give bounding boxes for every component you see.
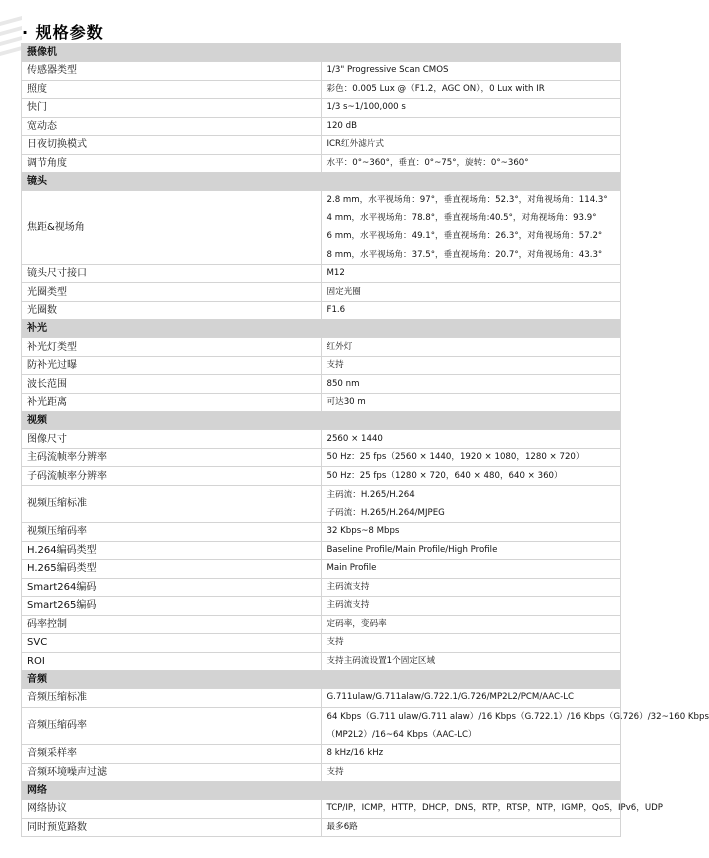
- section-title: 补光: [22, 320, 621, 338]
- spec-label: Smart264编码: [22, 578, 322, 597]
- spec-value-line: 支持: [326, 637, 344, 648]
- spec-label: 防补光过曝: [22, 356, 322, 375]
- spec-row: [22, 62, 621, 81]
- spec-value-line: 850 nm: [326, 378, 360, 389]
- spec-value: [321, 117, 621, 136]
- spec-row: [22, 393, 621, 412]
- spec-value: [321, 430, 621, 449]
- spec-value-line: 50 Hz：25 fps（1280 × 720，640 × 480，640 × 360）: [326, 470, 563, 481]
- spec-label: 音频压缩标准: [22, 689, 322, 708]
- spec-value: [321, 356, 621, 375]
- spec-row: [22, 523, 621, 542]
- spec-value-line: 8 mm，水平视场角：37.5°，垂直视场角：20.7°，对角视场角：43.3°: [326, 249, 603, 260]
- spec-value: [321, 338, 621, 357]
- section-header: [22, 44, 621, 62]
- spec-value-line: 主码流支持: [326, 600, 370, 611]
- spec-label: 日夜切换模式: [22, 136, 322, 155]
- spec-value-line: 定码率，变码率: [326, 618, 387, 629]
- spec-row: [22, 154, 621, 173]
- spec-value-line: 6 mm，水平视场角：49.1°，垂直视场角：26.3°，对角视场角：57.2°: [326, 231, 603, 242]
- spec-value: [321, 560, 621, 579]
- spec-label: 子码流帧率分辨率: [22, 467, 322, 486]
- spec-value: [321, 448, 621, 467]
- spec-label: 网络协议: [22, 800, 322, 819]
- spec-row: [22, 597, 621, 616]
- spec-row: [22, 375, 621, 394]
- spec-value-line: 红外灯: [326, 341, 353, 352]
- spec-value: [321, 136, 621, 155]
- spec-value: [321, 763, 621, 782]
- spec-value-line: 2560 × 1440: [326, 433, 383, 444]
- spec-value-line: 4 mm，水平视场角：78.8°，垂直视场角:40.5°，对角视场角：93.9°: [326, 213, 597, 224]
- spec-label: SVC: [22, 634, 322, 653]
- section-header: [22, 320, 621, 338]
- spec-row: [22, 763, 621, 782]
- spec-label: H.264编码类型: [22, 541, 322, 560]
- spec-table: [21, 43, 709, 837]
- spec-row: [22, 652, 621, 671]
- spec-row: [22, 80, 621, 99]
- spec-value-line: 主码流支持: [326, 581, 370, 592]
- spec-label: 宽动态: [22, 117, 322, 136]
- spec-value: [321, 264, 621, 283]
- spec-value: [321, 818, 621, 837]
- spec-value-line: 主码流：H.265/H.264: [326, 489, 415, 500]
- spec-row: [22, 560, 621, 579]
- spec-value-line: 2.8 mm，水平视场角：97°，垂直视场角：52.3°，对角视场角：114.3°: [326, 195, 608, 205]
- spec-label: ROI: [22, 652, 322, 671]
- spec-row: [22, 689, 621, 708]
- spec-row: [22, 338, 621, 357]
- section-header: [22, 173, 621, 191]
- spec-label: H.265编码类型: [22, 560, 322, 579]
- spec-value-line: 固定光圈: [326, 286, 361, 297]
- spec-value: [321, 154, 621, 173]
- spec-value: [321, 689, 621, 708]
- spec-value-line: 32 Kbps~8 Mbps: [326, 526, 400, 537]
- spec-value-line: Main Profile: [326, 563, 377, 574]
- spec-value-line: 可达30 m: [326, 397, 366, 407]
- spec-label: 快门: [22, 99, 322, 118]
- spec-row: [22, 356, 621, 375]
- spec-value-line: Baseline Profile/Main Profile/High Profile: [326, 544, 498, 555]
- spec-value: [321, 634, 621, 653]
- spec-row: [22, 467, 621, 486]
- spec-row: [22, 117, 621, 136]
- spec-label: 同时预览路数: [22, 818, 322, 837]
- section-title: 摄像机: [22, 44, 621, 62]
- spec-value-line: 水平：0°~360°，垂直：0°~75°，旋转：0°~360°: [326, 157, 529, 168]
- spec-label: 补光距离: [22, 393, 322, 412]
- spec-value-line: 64 Kbps（G.711 ulaw/G.711 alaw）/16 Kbps（G.722.1）/16 Kbps（G.726）/32~160 Kbps: [326, 711, 709, 722]
- section-header: [22, 782, 621, 800]
- section-title: 网络: [22, 782, 621, 800]
- spec-value: [321, 745, 621, 764]
- spec-label: 补光灯类型: [22, 338, 322, 357]
- spec-label: Smart265编码: [22, 597, 322, 616]
- section-title: 视频: [22, 412, 621, 430]
- spec-value: [321, 283, 621, 302]
- spec-label: 照度: [22, 80, 322, 99]
- spec-label: 波长范围: [22, 375, 322, 394]
- spec-value-line: 1/3 s~1/100,000 s: [326, 102, 406, 113]
- spec-value-line: 支持主码流设置1个固定区域: [326, 655, 436, 666]
- spec-row: [22, 634, 621, 653]
- spec-label: 视频压缩标准: [22, 485, 322, 522]
- spec-value: [321, 652, 621, 671]
- spec-value-line: ICR红外滤片式: [326, 139, 384, 150]
- spec-row: [22, 800, 621, 819]
- decorative-stripes: [0, 16, 22, 64]
- spec-value: [321, 301, 621, 320]
- spec-row: [22, 99, 621, 118]
- spec-row: [22, 264, 621, 283]
- spec-row: [22, 301, 621, 320]
- spec-value-line: 子码流：H.265/H.264/MJPEG: [326, 507, 445, 518]
- spec-label: 镜头尺寸接口: [22, 264, 322, 283]
- spec-label: 音频环境噪声过滤: [22, 763, 322, 782]
- spec-value: [321, 80, 621, 99]
- spec-value: [321, 393, 621, 412]
- spec-value: [321, 62, 621, 81]
- spec-value-line: 8 kHz/16 kHz: [326, 748, 384, 759]
- section-title: 镜头: [22, 173, 621, 191]
- spec-row: [22, 745, 621, 764]
- page-title: · 规格参数: [22, 23, 104, 42]
- spec-value: [321, 707, 709, 744]
- spec-value: [321, 191, 621, 265]
- spec-value-line: 最多6路: [326, 821, 358, 832]
- spec-value-line: （MP2L2）/16~64 Kbps（AAC-LC）: [326, 729, 477, 740]
- spec-label: 音频压缩码率: [22, 707, 322, 744]
- spec-value: [321, 578, 621, 597]
- spec-value-line: 支持: [326, 360, 344, 370]
- spec-value: [321, 615, 621, 634]
- spec-row: [22, 283, 621, 302]
- spec-value: [321, 99, 621, 118]
- spec-value-line: 彩色：0.005 Lux @（F1.2，AGC ON），0 Lux with IR: [326, 83, 545, 94]
- spec-value-line: M12: [326, 268, 345, 278]
- section-header: [22, 412, 621, 430]
- spec-value: [321, 800, 663, 819]
- spec-label: 传感器类型: [22, 62, 322, 81]
- spec-value-line: 50 Hz：25 fps（2560 × 1440，1920 × 1080，1280 × 720）: [326, 452, 585, 462]
- spec-row: [22, 430, 621, 449]
- spec-row: [22, 818, 621, 837]
- spec-row: [22, 615, 621, 634]
- spec-label: 光圈数: [22, 301, 322, 320]
- spec-label: 图像尺寸: [22, 430, 322, 449]
- spec-row: [22, 136, 621, 155]
- spec-row: [22, 541, 621, 560]
- spec-label: 调节角度: [22, 154, 322, 173]
- spec-label: 音频采样率: [22, 745, 322, 764]
- spec-row: [22, 191, 621, 265]
- spec-value-line: G.711ulaw/G.711alaw/G.722.1/G.726/MP2L2/PCM/AAC-LC: [326, 692, 574, 703]
- spec-value: [321, 523, 621, 542]
- spec-value-line: 120 dB: [326, 120, 357, 131]
- spec-label: 光圈类型: [22, 283, 322, 302]
- spec-row: [22, 448, 621, 467]
- spec-label: 主码流帧率分辨率: [22, 448, 322, 467]
- section-header: [22, 671, 621, 689]
- spec-row: [22, 578, 621, 597]
- spec-label: 码率控制: [22, 615, 322, 634]
- spec-row: [22, 485, 621, 522]
- spec-row: [22, 707, 621, 744]
- section-title: 音频: [22, 671, 621, 689]
- spec-value-line: F1.6: [326, 305, 346, 315]
- spec-value-line: TCP/IP，ICMP，HTTP，DHCP，DNS，RTP，RTSP，NTP，IGMP，QoS，IPv6，UDP: [326, 803, 663, 814]
- spec-value: [321, 375, 621, 394]
- spec-value-line: 支持: [326, 766, 344, 777]
- spec-value-line: 1/3" Progressive Scan CMOS: [326, 65, 449, 76]
- spec-value: [321, 467, 621, 486]
- spec-label: 视频压缩码率: [22, 523, 322, 542]
- spec-value: [321, 541, 621, 560]
- spec-label: 焦距&视场角: [22, 191, 322, 265]
- spec-value: [321, 597, 621, 616]
- spec-value: [321, 485, 621, 522]
